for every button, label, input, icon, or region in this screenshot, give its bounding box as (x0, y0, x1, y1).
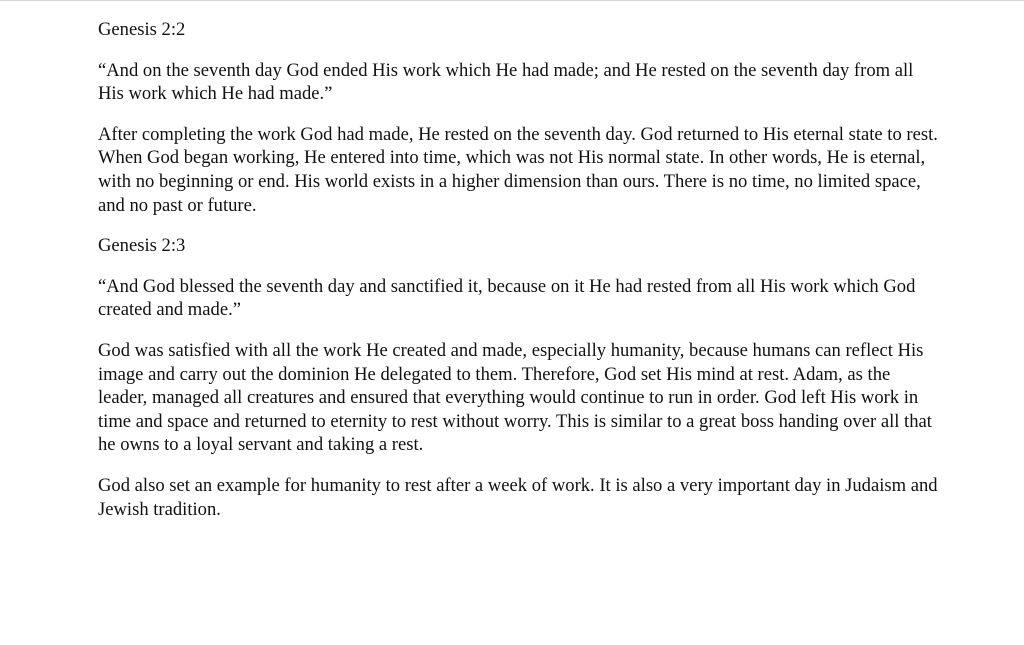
verse-quote-genesis-2-2: “And on the seventh day God ended His work which He had made; and He rested on the seventh day from all His work which He had made.” (98, 59, 914, 105)
verse-reference-genesis-2-2: Genesis 2:2 (98, 19, 186, 40)
commentary-paragraph: After completing the work God had made, He rested on the seventh day. God returned to His eternal state to rest. When God began working, He entered into time, which was not His normal state. In other words, He is eternal, with no beginning or end. His world exists in a higher dimension than ours. There is no time, no limited space, and no past or future. (98, 123, 938, 216)
commentary-paragraph: God was satisfied with all the work He created and made, especially humanity, because humans can reflect His image and carry out the dominion He delegated to them. Therefore, God set His mind at rest. Adam, as the leader, managed all creatures and ensured that everything would continue to run in order. God left His work in time and space and returned to eternity to rest without worry. This is similar to a great boss handing over all that he owns to a loyal servant and taking a rest. (98, 339, 932, 456)
verse-quote-genesis-2-3: “And God blessed the seventh day and sanctified it, because on it He had rested from all His work which God created and made.” (98, 275, 916, 321)
document-page (0, 1, 1024, 645)
commentary-paragraph: God also set an example for humanity to rest after a week of work. It is also a very important day in Judaism and Jewish tradition. (98, 474, 938, 520)
document-body (98, 18, 938, 538)
verse-reference-genesis-2-3: Genesis 2:3 (98, 235, 186, 257)
